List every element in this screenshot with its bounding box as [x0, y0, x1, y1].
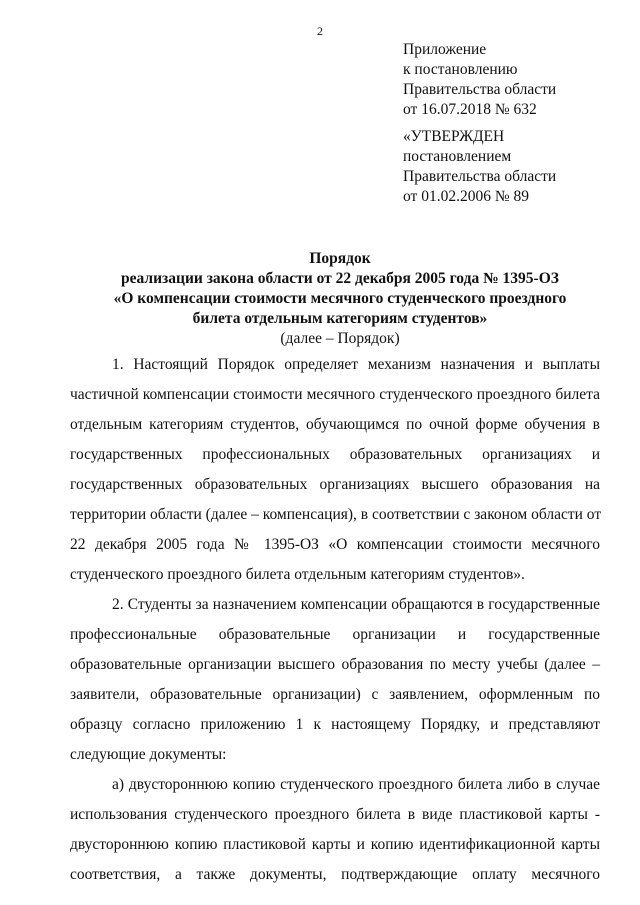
paragraph-1-line: государственных образовательных организациях высшего образования на — [70, 476, 600, 493]
title-subtitle: (далее – Порядок) — [280, 330, 400, 347]
approved-stamp — [403, 127, 623, 207]
paragraph-1-line: территории области (далее – компенсация), в соответствии с законом области от — [70, 506, 602, 523]
paragraph-3-line: а) двустороннюю копию студенческого проездного билета либо в случае — [112, 776, 600, 793]
title-line: «О компенсации стоимости месячного студенческого проездного — [113, 290, 567, 307]
title-line: реализации закона области от 22 декабря 2005 года № 1395-ОЗ — [121, 270, 559, 287]
paragraph-2-line: профессиональные образовательные организации и государственные — [70, 626, 600, 643]
appendix-stamp — [403, 40, 623, 120]
document-title — [70, 249, 610, 349]
paragraph-3-line: соответствия, а также документы, подтверждающие оплату месячного — [70, 866, 600, 883]
approved-line: от 01.02.2006 № 89 — [403, 188, 529, 205]
appendix-line: к постановлению — [403, 61, 518, 78]
page-number: 2 — [317, 24, 323, 38]
paragraph-2-line: образовательные организации высшего образования по месту учебы (далее – — [70, 656, 600, 673]
paragraph-1-line: 22 декабря 2005 года № 1395-ОЗ «О компенсации стоимости месячного — [70, 536, 600, 553]
paragraph-1-line: студенческого проездного билета отдельным категориям студентов». — [70, 566, 525, 583]
title-line: билета отдельным категориям студентов» — [192, 310, 488, 327]
paragraph-1-line: частичной компенсации стоимости месячного студенческого проездного билета — [70, 386, 600, 403]
appendix-line: от 16.07.2018 № 632 — [403, 101, 537, 118]
title-heading: Порядок — [309, 250, 371, 267]
paragraph-3-line: двустороннюю копию пластиковой карты и копию идентификационной карты — [70, 836, 600, 853]
appendix-line: Приложение — [403, 41, 487, 58]
paragraph-1-line: отдельным категориям студентов, обучающимся по очной форме обучения в — [70, 416, 600, 433]
paragraph-3-line: использования студенческого проездного билета в виде пластиковой карты - — [70, 806, 600, 823]
paragraph-2-line: 2. Студенты за назначением компенсации обращаются в государственные — [112, 596, 600, 613]
paragraph-1-line: 1. Настоящий Порядок определяет механизм назначения и выплаты — [112, 356, 600, 373]
approved-line: постановлением — [403, 148, 512, 165]
document-body — [70, 350, 600, 890]
paragraph-2-line: заявители, образовательные организации) с заявлением, оформленным по — [70, 686, 600, 703]
approved-line: «УТВЕРЖДЕН — [403, 128, 505, 145]
appendix-line: Правительства области — [403, 81, 557, 98]
paragraph-2-line: следующие документы: — [70, 746, 227, 763]
paragraph-1-line: государственных профессиональных образовательных организациях и — [70, 446, 600, 463]
paragraph-2-line: образцу согласно приложению 1 к настоящему Порядку, и представляют — [70, 716, 600, 733]
approved-line: Правительства области — [403, 168, 557, 185]
